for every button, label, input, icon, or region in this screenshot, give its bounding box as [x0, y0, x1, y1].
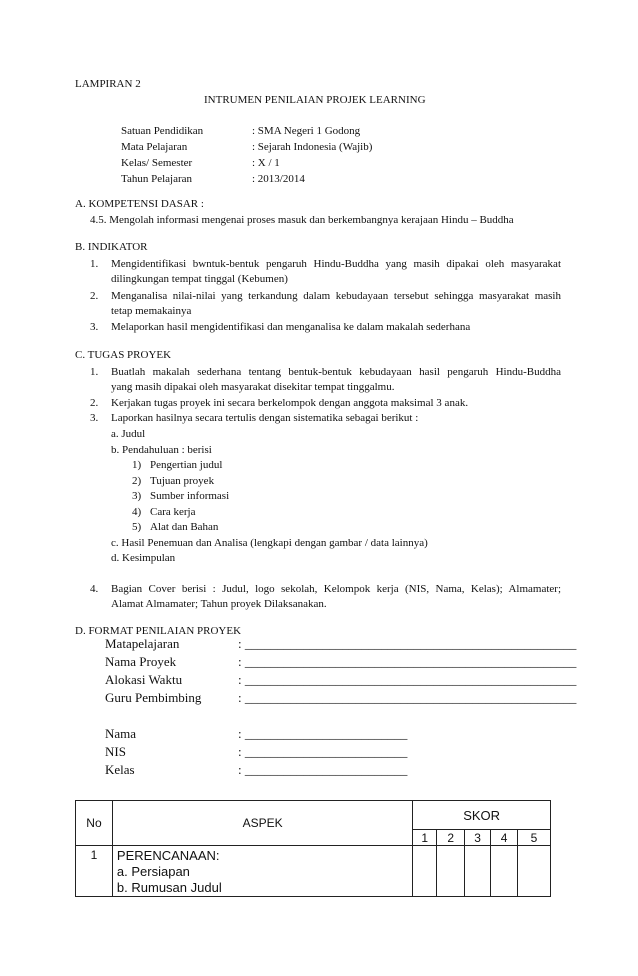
form-label: Nama [105, 726, 137, 741]
skor-col-header: 4 [491, 830, 518, 846]
score-cell[interactable] [437, 846, 465, 897]
list-item-text: Laporkan hasilnya secara tertulis dengan sistematika sebagai berikut : [111, 412, 419, 424]
skor-col-header: 2 [437, 830, 465, 846]
section-b-heading: B. INDIKATOR [75, 241, 148, 253]
list-item-text: tetap memakainya [111, 305, 192, 317]
header-no: No [76, 801, 113, 846]
skor-col-header: 1 [413, 830, 437, 846]
table-row [76, 846, 551, 897]
sub-sub-number: 3) [132, 490, 142, 502]
sub-item: b. Pendahuluan : berisi [111, 444, 212, 456]
list-number: 2. [90, 290, 99, 302]
aspek-sub: a. Persiapan [116, 864, 190, 879]
identity-value: : SMA Negeri 1 Godong [252, 125, 361, 137]
aspek-sub: b. Rumusan Judul [116, 880, 222, 895]
score-cell[interactable] [518, 846, 551, 897]
list-number: 1. [90, 258, 99, 270]
section-a-item: 4.5. Mengolah informasi mengenai proses masuk dan berkembangnya kerajaan Hindu – Buddha [90, 214, 514, 226]
list-item-text: Kerjakan tugas proyek ini secara berkelompok dengan anggota maksimal 3 anak. [111, 397, 469, 409]
assessment-table [75, 800, 551, 897]
form-blank[interactable]: : ___________________________________________________ [238, 636, 577, 651]
list-item-text: yang masih dipakai oleh masyarakat disekitar tempat tinggalmu. [111, 381, 395, 393]
identity-value: : 2013/2014 [252, 173, 305, 185]
section-a-heading: A. KOMPETENSI DASAR : [75, 198, 204, 210]
identity-value: : Sejarah Indonesia (Wajib) [252, 141, 373, 153]
list-item-text: Menganalisa nilai-nilai yang terkandung dalam kebudayaan tersebut sehingga masyarakat masih [111, 290, 561, 302]
form-blank[interactable]: : _________________________ [238, 726, 408, 741]
section-c-heading: C. TUGAS PROYEK [75, 349, 172, 361]
sub-sub-number: 1) [132, 459, 142, 471]
form-label: Matapelajaran [105, 636, 180, 651]
sub-item: d. Kesimpulan [111, 552, 176, 564]
list-number: 4. [90, 583, 99, 595]
sub-sub-item: Tujuan proyek [150, 475, 215, 487]
row-number: 1 [76, 846, 113, 897]
identity-label: Tahun Pelajaran [121, 173, 193, 185]
list-number: 3. [90, 321, 99, 333]
sub-sub-number: 4) [132, 506, 142, 518]
document-title: INTRUMEN PENILAIAN PROJEK LEARNING [204, 94, 426, 106]
form-blank[interactable]: : _________________________ [238, 744, 408, 759]
identity-value: : X / 1 [252, 157, 280, 169]
sub-sub-number: 5) [132, 521, 142, 533]
form-blank[interactable]: : ___________________________________________________ [238, 690, 577, 705]
skor-col-header: 5 [518, 830, 551, 846]
header-aspek: ASPEK [112, 801, 412, 846]
aspek-cell [112, 846, 412, 897]
sub-item: a. Judul [111, 428, 146, 440]
form-label: NIS [105, 744, 126, 759]
form-label: Nama Proyek [105, 654, 177, 669]
aspek-title: PERENCANAAN: [116, 848, 220, 863]
sub-sub-item: Sumber informasi [150, 490, 230, 502]
list-item-text: Melaporkan hasil mengidentifikasi dan menganalisa ke dalam makalah sederhana [111, 321, 471, 333]
list-item-text: Mengidentifikasi bwntuk-bentuk pengaruh Hindu-Buddha yang masih dipakai oleh masyarakat [111, 258, 561, 270]
header-skor: SKOR [413, 801, 551, 830]
list-item-text: Buatlah makalah sederhana tentang bentuk-bentuk kebudayaan hasil pengaruh Hindu-Buddha [111, 366, 561, 378]
form-blank[interactable]: : ___________________________________________________ [238, 672, 577, 687]
identity-label: Satuan Pendidikan [121, 125, 204, 137]
score-cell[interactable] [465, 846, 491, 897]
score-cell[interactable] [413, 846, 437, 897]
sub-sub-item: Cara kerja [150, 506, 196, 518]
section-d-heading: D. FORMAT PENILAIAN PROYEK [75, 625, 242, 637]
sub-sub-item: Pengertian judul [150, 459, 223, 471]
identity-label: Kelas/ Semester [121, 157, 193, 169]
form-label: Kelas [105, 762, 135, 777]
sub-sub-number: 2) [132, 475, 142, 487]
score-cell[interactable] [491, 846, 518, 897]
identity-label: Mata Pelajaran [121, 141, 188, 153]
list-number: 3. [90, 412, 99, 424]
list-number: 2. [90, 397, 99, 409]
list-item-text: Bagian Cover berisi : Judul, logo sekolah, Kelompok kerja (NIS, Nama, Kelas); Almamater; [111, 583, 561, 595]
lampiran-label: LAMPIRAN 2 [75, 78, 141, 90]
form-blank[interactable]: : _________________________ [238, 762, 408, 777]
list-number: 1. [90, 366, 99, 378]
form-label: Alokasi Waktu [105, 672, 183, 687]
list-item-text: Alamat Almamater; Tahun proyek Dilaksanakan. [111, 598, 327, 610]
skor-col-header: 3 [465, 830, 491, 846]
sub-sub-item: Alat dan Bahan [150, 521, 219, 533]
list-item-text: dilingkungan tempat tinggal (Kebumen) [111, 273, 288, 285]
form-label: Guru Pembimbing [105, 690, 202, 705]
sub-item: c. Hasil Penemuan dan Analisa (lengkapi dengan gambar / data lainnya) [111, 537, 428, 549]
form-blank[interactable]: : ___________________________________________________ [238, 654, 577, 669]
